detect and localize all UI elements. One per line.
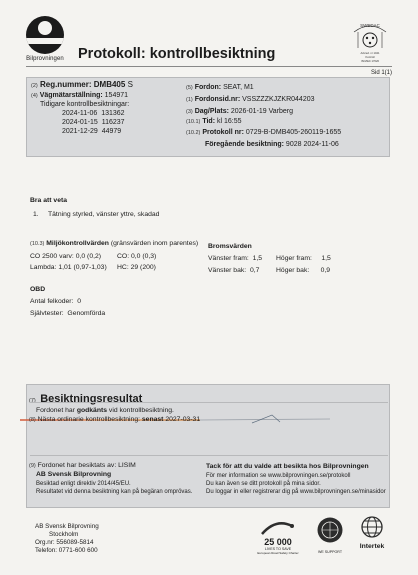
info-line: För mer information se www.bilprovningen.se/protokoll [206, 473, 351, 479]
intertek-logo [358, 516, 386, 550]
badge-sub: European Road Safety Charter [257, 551, 299, 555]
seal-caption: WE SUPPORT [317, 550, 343, 554]
info-line: Du loggar in eller registrerar dig på www.bilprovningen.se/minasidor [206, 489, 386, 495]
good-to-know-item: 1. Tätning styrled, vänster yttre, skadad [33, 211, 160, 218]
odometer-row: (4) Vägmätarställning: 154971 [31, 92, 129, 99]
obd-self-tests: Självtester: Genomförda [30, 310, 106, 317]
document-title: Protokoll: kontrollbesiktning [78, 46, 276, 62]
reg-number-value: DMB405 [93, 80, 126, 89]
header-rule [26, 66, 392, 67]
reg-number-suffix: S [127, 80, 133, 89]
road-safety-badge [256, 518, 300, 556]
good-to-know-title: Bra att veta [30, 197, 68, 204]
badge-text: LIVES TO SAVE [264, 547, 292, 551]
odometer-label: Vägmätarställning: [39, 92, 103, 99]
logo-text: Bilprovningen [26, 56, 64, 62]
company-name: AB Svensk Bilprovning [36, 471, 112, 478]
brake-left-front: Vänster fram: 1,5 [208, 255, 263, 262]
footer-address: AB Svensk Bilprovning Stockholm Org.nr: 556089-5814 Telefon: 0771-600 600 [35, 523, 99, 554]
un-global-compact-seal-icon [316, 516, 344, 554]
previous-inspection: 2021-12-29 44979 [62, 128, 122, 135]
date-place-row: (3) Dag/Plats: 2026-01-19 Varberg [186, 108, 294, 115]
protocol-number-row: (10.2) Protokoll nr: 0729-B-DMB405-260119-1655 [186, 129, 342, 136]
next-inspection-date: 2027-03-31 [165, 416, 201, 423]
arrow-mark-icon [200, 410, 350, 426]
time-row: (10.1) Tid: kl 16:55 [186, 118, 242, 125]
result-divider [30, 455, 388, 456]
vehicle-model-row: (5) Fordon: SEAT, M1 [186, 84, 254, 91]
inspected-by: (9) Fordonet har besiktats av: LISIM [29, 462, 136, 469]
obd-title: OBD [30, 286, 46, 293]
directive-text: Besiktad enligt direktiv 2014/45/EU. [36, 481, 131, 487]
odometer-value: 154971 [104, 92, 129, 99]
badge-number: 25 000 [264, 537, 292, 547]
hc-value: HC: 29 (200) [117, 264, 156, 271]
previous-inspections-label: Tidigare kontrollbesiktningar: [40, 101, 130, 108]
obd-fault-codes: Antal felkoder: 0 [30, 298, 82, 305]
swedac-seal-icon [348, 18, 392, 66]
vin-row: (1) Fordonsid.nr: VSSZZZKJZKR044203 [186, 96, 315, 103]
svg-text:ISO/IEC 17020: ISO/IEC 17020 [360, 60, 380, 63]
next-inspection-line: (8) Nästa ordinarie kontrollbesiktning: senast 2027-03-31 [29, 416, 201, 423]
result-approved-line: Fordonet har godkänts vid kontrollbesiktning. [36, 407, 174, 414]
road-safety-swoosh-icon [256, 518, 300, 538]
result-title: Besiktningsresultat [40, 393, 143, 405]
reg-number-row: (2) Reg.nummer: DMB405 S [31, 80, 133, 89]
svg-text:Kontroll: Kontroll [365, 56, 375, 59]
page-number: Sid 1(1) [370, 70, 392, 76]
intertek-text: Intertek [359, 543, 385, 550]
svg-text:Ackred. nr 1041: Ackred. nr 1041 [360, 52, 380, 55]
brake-left-rear: Vänster bak: 0,7 [208, 267, 260, 274]
previous-inspection: 2024-11-06 131362 [62, 110, 125, 117]
environment-title: (10.3) Miljökontrollvärden (gränsvärden inom parentes) [30, 240, 199, 247]
lambda-value: Lambda: 1,01 (0,97-1,03) [30, 264, 107, 271]
result-divider [30, 402, 388, 403]
brake-right-rear: Höger bak: 0,9 [276, 267, 331, 274]
info-line: Du kan även se ditt protokoll på mina sidor. [206, 481, 321, 487]
review-text: Resultatet vid denna besiktning kan på begäran omprövas. [36, 489, 193, 495]
brake-values-title: Bromsvärden [208, 243, 252, 250]
previous-inspection: 2024-01-15 116237 [62, 119, 125, 126]
svg-text:SWEDAC: SWEDAC [360, 23, 380, 28]
brake-right-front: Höger fram: 1,5 [276, 255, 331, 262]
thanks-text: Tack för att du valde att besikta hos Bilprovningen [206, 463, 369, 470]
globe-icon [358, 516, 386, 538]
co2500-value: CO 2500 varv: 0,0 (0,2) [30, 253, 102, 260]
co-value: CO: 0,0 (0,3) [117, 253, 157, 260]
previous-inspection-row: Föregående besiktning: 9028 2024-11-06 [205, 141, 339, 148]
bilprovningen-logo [24, 16, 66, 62]
reg-number-label: Reg.nummer: [39, 80, 92, 89]
logo-mark-icon [26, 16, 64, 54]
result-title-row: (7) Besiktningsresultat [29, 393, 143, 405]
